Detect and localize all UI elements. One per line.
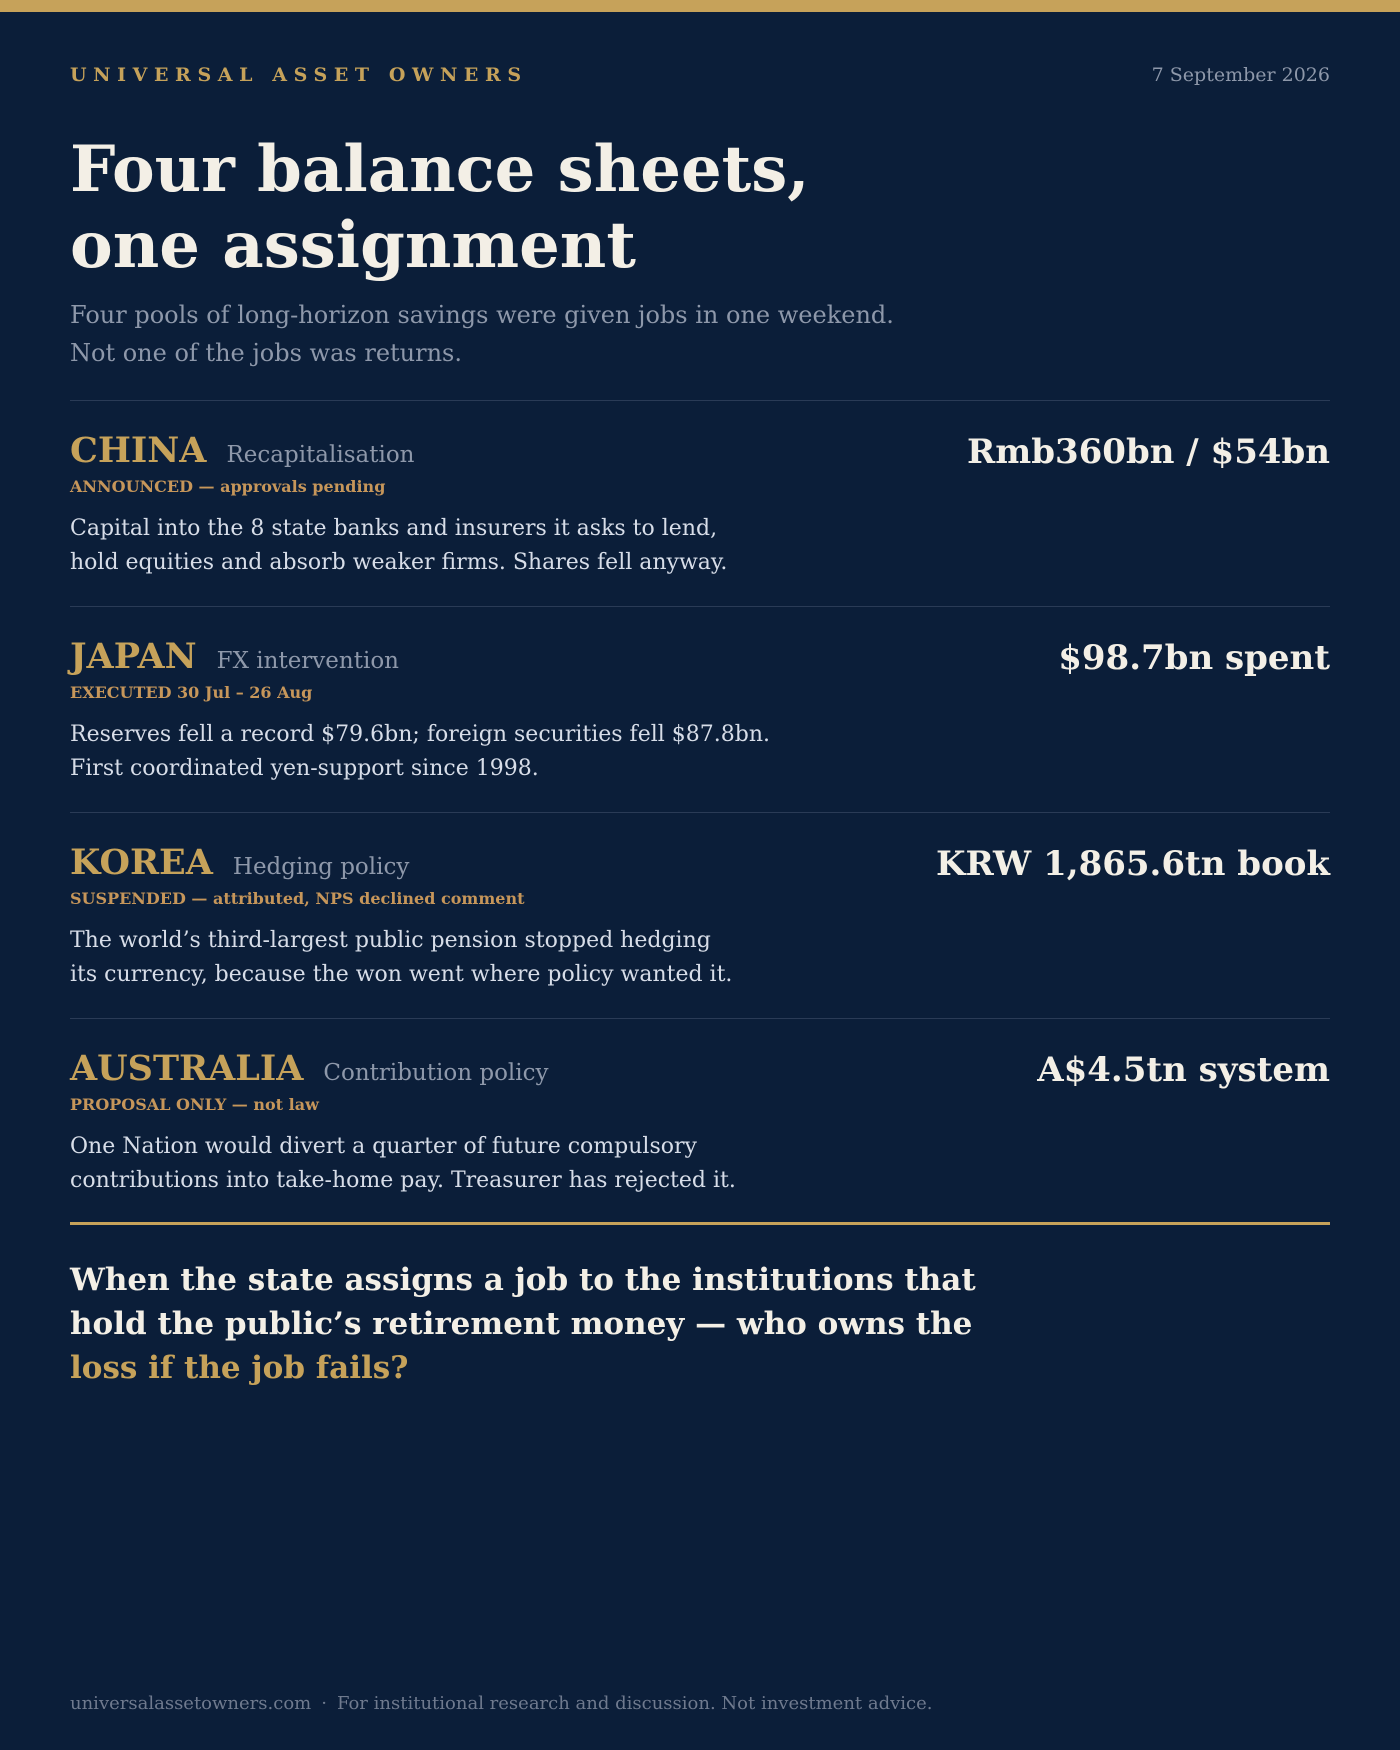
policy-category: FX intervention (216, 648, 399, 674)
entry-korea (70, 842, 1330, 1012)
entry-china (70, 430, 1330, 600)
gold-divider (70, 1222, 1330, 1225)
country-name: AUSTRALIA (70, 1048, 304, 1089)
policy-category: Recapitalisation (226, 442, 415, 468)
entry-heading (70, 1048, 549, 1089)
country-name: CHINA (70, 430, 207, 471)
description-line-2: First coordinated yen-support since 1998. (70, 756, 539, 781)
divider (70, 812, 1330, 813)
footer-disclaimer: For institutional research and discussion. Not investment advice. (336, 1693, 933, 1714)
entry-heading (70, 842, 409, 883)
closing-line-1: When the state assigns a job to the institutions that (70, 1262, 976, 1298)
divider (70, 606, 1330, 607)
entry-heading (70, 430, 415, 471)
footer-site-link[interactable]: universalassetowners.com (70, 1693, 312, 1714)
entry-description (70, 1130, 830, 1198)
policy-category: Hedging policy (232, 854, 410, 880)
policy-category: Contribution policy (323, 1060, 549, 1086)
amount: KRW 1,865.6tn book (936, 844, 1330, 884)
description-line-1: The world’s third-largest public pension stopped hedging (70, 928, 711, 953)
subtitle (70, 296, 1170, 372)
header (70, 64, 1330, 88)
status-label: ANNOUNCED — approvals pending (70, 477, 386, 496)
entry-description (70, 924, 830, 992)
country-name: JAPAN (70, 636, 197, 677)
brand-name: UNIVERSAL ASSET OWNERS (70, 64, 528, 86)
description-line-1: One Nation would divert a quarter of future compulsory (70, 1134, 697, 1159)
footer-separator: · (321, 1693, 327, 1714)
closing-question (70, 1258, 1050, 1390)
page-title (70, 132, 1170, 284)
description-line-1: Capital into the 8 state banks and insurers it asks to lend, (70, 516, 718, 541)
entry-heading (70, 636, 399, 677)
country-name: KOREA (70, 842, 213, 883)
entry-australia (70, 1048, 1330, 1218)
status-label: PROPOSAL ONLY — not law (70, 1095, 319, 1114)
page-content (70, 0, 1330, 1750)
status-label: SUSPENDED — attributed, NPS declined comment (70, 889, 525, 908)
amount: Rmb360bn / $54bn (966, 432, 1330, 472)
subtitle-line-2: Not one of the jobs was returns. (70, 339, 463, 367)
divider (70, 400, 1330, 401)
entry-description (70, 718, 830, 786)
entry-japan (70, 636, 1330, 806)
publication-date: 7 September 2026 (1151, 64, 1330, 86)
divider (70, 1018, 1330, 1019)
amount: A$4.5tn system (1037, 1050, 1330, 1090)
description-line-1: Reserves fell a record $79.6bn; foreign securities fell $87.8bn. (70, 722, 771, 747)
description-line-2: its currency, because the won went where policy wanted it. (70, 962, 733, 987)
title-line-2: one assignment (70, 208, 636, 283)
status-label: EXECUTED 30 Jul – 26 Aug (70, 683, 313, 702)
footer (70, 1693, 933, 1714)
entry-description (70, 512, 830, 580)
amount: $98.7bn spent (1058, 638, 1330, 678)
description-line-2: hold equities and absorb weaker firms. Shares fell anyway. (70, 550, 728, 575)
closing-line-2: hold the public’s retirement money — who owns the (70, 1306, 973, 1342)
title-line-1: Four balance sheets, (70, 132, 810, 207)
closing-highlight: loss if the job fails? (70, 1350, 409, 1386)
subtitle-line-1: Four pools of long-horizon savings were given jobs in one weekend. (70, 301, 894, 329)
description-line-2: contributions into take-home pay. Treasurer has rejected it. (70, 1168, 736, 1193)
